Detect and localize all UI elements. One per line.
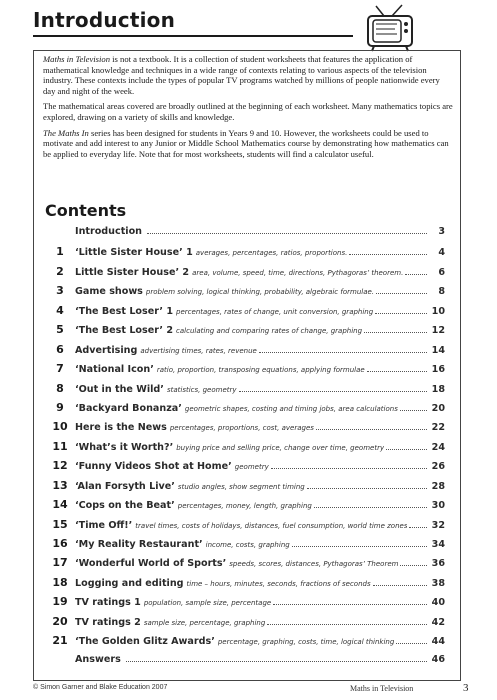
toc-entry-topics: geometry <box>234 463 269 472</box>
toc-entry <box>45 343 445 362</box>
toc-entry <box>45 537 445 556</box>
toc-leader-dots <box>273 604 427 605</box>
table-of-contents <box>45 226 445 673</box>
toc-entry-page: 24 <box>431 441 445 453</box>
toc-entry <box>45 459 445 478</box>
toc-entry-page: 44 <box>431 636 445 648</box>
page-number: 3 <box>463 682 469 694</box>
toc-entry <box>45 323 445 342</box>
toc-entry-title: ‘Time Off!’ <box>75 519 133 531</box>
title-underline <box>33 35 353 37</box>
toc-entry-page: 42 <box>431 616 445 628</box>
toc-entry-number: 19 <box>52 595 68 609</box>
toc-entry-topics: speeds, scores, distances, Pythagoras’ Theorem <box>229 560 399 569</box>
toc-entry-page: 26 <box>431 461 445 473</box>
toc-entry-number: 4 <box>56 303 64 317</box>
toc-entry-topics: time – hours, minutes, seconds, fractions of seconds <box>186 579 371 588</box>
toc-entry <box>45 245 445 264</box>
toc-entry <box>45 362 445 381</box>
toc-entry-title: ‘Backyard Bonanza’ <box>75 402 182 414</box>
toc-entry <box>45 498 445 517</box>
contents-heading: Contents <box>45 201 127 220</box>
toc-entry-title: Here is the News <box>75 422 167 434</box>
toc-entry-number: 17 <box>52 556 68 570</box>
toc-entry <box>45 518 445 537</box>
toc-entry-title: ‘My Reality Restaurant’ <box>75 539 203 550</box>
toc-entry-title: Little Sister House’ 2 <box>75 266 190 278</box>
toc-entry-page: 46 <box>431 653 445 665</box>
toc-leader-dots <box>349 254 427 255</box>
toc-entry-topics: ratio, proportion, transposing equations, applying formulae <box>156 366 365 375</box>
toc-entry <box>45 420 445 439</box>
toc-leader-dots <box>267 624 427 625</box>
toc-entry-title: ‘Out in the Wild’ <box>75 383 164 395</box>
toc-entry-number: 16 <box>52 537 68 550</box>
toc-entry-title: ‘The Golden Glitz Awards’ <box>75 636 215 648</box>
toc-entry-title: ‘Little Sister House’ 1 <box>75 247 193 259</box>
toc-entry-page: 4 <box>438 247 445 259</box>
toc-entry-page: 16 <box>431 364 445 376</box>
toc-entry-topics: income, costs, graphing <box>205 541 290 549</box>
toc-leader-dots <box>316 429 427 430</box>
toc-entry-topics: population, sample size, percentage <box>143 599 272 608</box>
toc-leader-dots <box>314 507 427 508</box>
toc-leader-dots <box>364 332 427 333</box>
intro-paragraph-3: The Maths In series has been designed for students in Years 9 and 10. However, the worksheets could be used to motivate and add interest to any Junior or Middle School Mathematics course by demonstrating how mathematics can be applied to everyday life. Note that for most worksheets, students will find a calculator useful. <box>43 127 449 159</box>
toc-entry-number: 12 <box>52 459 68 473</box>
toc-entry-number: 14 <box>52 498 68 512</box>
toc-entry-title: Answers <box>75 653 121 665</box>
toc-entry <box>45 479 445 498</box>
toc-entry-title: Logging and editing <box>75 577 184 589</box>
toc-entry-number: 18 <box>52 575 68 589</box>
toc-entry <box>45 265 445 284</box>
toc-entry-title: ‘National Icon’ <box>75 364 154 376</box>
toc-entry-number: 21 <box>52 634 68 648</box>
toc-entry-page: 22 <box>431 422 445 434</box>
toc-entry-title: ‘What’s it Worth?’ <box>75 441 174 453</box>
toc-entry-title: ‘Alan Forsyth Live’ <box>75 480 175 492</box>
toc-entry <box>45 654 445 673</box>
toc-entry <box>45 576 445 595</box>
toc-entry-page: 12 <box>431 325 445 337</box>
intro-paragraph-2: The mathematical areas covered are broadly outlined at the beginning of each worksheet. Many mathematics topics are explored, drawing on a variety of skills and knowledge. <box>43 101 453 122</box>
toc-entry-number: 6 <box>56 342 64 356</box>
toc-leader-dots <box>400 410 427 411</box>
toc-entry-page: 28 <box>431 480 445 492</box>
copyright-notice: © Simon Garner and Blake Education 2007 <box>33 684 168 691</box>
toc-entry-topics: percentages, rates of change, unit conversion, graphing <box>176 307 374 316</box>
toc-entry-page: 10 <box>431 305 445 317</box>
toc-leader-dots <box>259 352 427 353</box>
toc-entry-topics: problem solving, logical thinking, probability, algebraic formulae. <box>145 288 375 297</box>
toc-leader-dots <box>400 565 427 566</box>
toc-entry <box>45 284 445 303</box>
footer-book-title: Maths in Television <box>350 684 414 693</box>
toc-entry <box>45 595 445 614</box>
toc-leader-dots <box>396 643 427 644</box>
toc-entry-title: ‘The Best Loser’ 2 <box>75 325 174 337</box>
toc-entry <box>45 401 445 420</box>
toc-entry-topics: averages, percentages, ratios, proportions. <box>195 249 348 258</box>
toc-entry-topics: studio angles, show segment timing <box>177 482 305 491</box>
toc-leader-dots <box>292 546 427 547</box>
series-title-italic: The Maths In <box>43 127 89 138</box>
toc-entry-number: 2 <box>56 264 64 278</box>
toc-entry-page: 40 <box>431 597 445 609</box>
page-title: Introduction <box>33 8 176 32</box>
toc-entry-title: ‘The Best Loser’ 1 <box>75 305 174 317</box>
toc-entry-page: 18 <box>431 383 445 395</box>
toc-entry <box>45 615 445 634</box>
toc-leader-dots <box>147 233 427 234</box>
toc-entry-topics: percentages, money, length, graphing <box>177 502 312 511</box>
toc-leader-dots <box>271 468 427 469</box>
toc-entry-page: 38 <box>431 577 445 589</box>
toc-entry <box>45 556 445 575</box>
toc-leader-dots <box>386 449 427 450</box>
toc-entry-number: 11 <box>52 439 68 453</box>
toc-entry-number: 1 <box>56 245 64 259</box>
toc-leader-dots <box>126 661 427 662</box>
toc-entry-page: 8 <box>438 286 445 298</box>
toc-leader-dots <box>375 313 427 314</box>
toc-leader-dots <box>409 527 427 528</box>
toc-entry <box>45 382 445 401</box>
toc-leader-dots <box>367 371 427 372</box>
toc-entry-title: ‘Wonderful World of Sports’ <box>75 558 227 570</box>
toc-leader-dots <box>373 585 427 586</box>
toc-leader-dots <box>376 293 427 294</box>
toc-entry <box>45 634 445 653</box>
toc-entry-title: Game shows <box>75 286 143 298</box>
toc-entry-page: 32 <box>431 519 445 531</box>
toc-entry-page: 14 <box>431 344 445 356</box>
intro-paragraph-1: Maths in Television is not a textbook. It is a collection of student worksheets that features the application of mathematical knowledge and techniques in a wide range of contexts relating to various aspects of the television industry. These contexts include the types of popular TV programs watched by millions of people nationwide every day and night of the week. <box>43 54 440 96</box>
toc-entry <box>45 226 445 245</box>
book-title-italic: Maths in Television <box>43 54 110 64</box>
toc-entry-topics: sample size, percentage, graphing <box>143 618 266 627</box>
toc-entry-page: 3 <box>438 226 445 237</box>
toc-entry-number: 7 <box>56 362 64 376</box>
toc-leader-dots <box>239 391 427 392</box>
toc-leader-dots <box>405 274 427 275</box>
toc-entry-title: TV ratings 1 <box>75 597 141 609</box>
toc-entry-page: 36 <box>431 558 445 570</box>
toc-entry-number: 3 <box>56 284 64 298</box>
toc-entry-title: ‘Cops on the Beat’ <box>75 500 175 512</box>
toc-entry-number: 9 <box>56 400 64 414</box>
toc-entry-title: ‘Funny Videos Shot at Home’ <box>75 461 232 473</box>
toc-entry-number: 8 <box>56 381 64 395</box>
toc-entry-page: 20 <box>431 402 445 414</box>
toc-entry-number: 10 <box>52 420 68 434</box>
toc-entry-topics: buying price and selling price, change over time, geometry <box>176 443 385 452</box>
toc-entry-title: Advertising <box>75 344 138 356</box>
toc-entry <box>45 440 445 459</box>
toc-entry-topics: geometric shapes, costing and timing jobs, area calculations <box>184 404 398 413</box>
toc-entry-topics: percentages, proportions, cost, averages <box>169 424 314 433</box>
toc-entry-topics: advertising times, rates, revenue <box>140 346 257 355</box>
toc-entry-topics: percentage, graphing, costs, time, logical thinking <box>217 638 395 647</box>
introduction-text <box>43 54 453 164</box>
toc-entry-page: 30 <box>431 500 445 512</box>
toc-entry-number: 5 <box>56 323 64 337</box>
toc-entry-title: TV ratings 2 <box>75 616 141 628</box>
toc-entry-title: Introduction <box>75 226 142 237</box>
toc-entry-number: 15 <box>52 517 68 531</box>
toc-leader-dots <box>307 488 427 489</box>
toc-entry-number: 20 <box>52 614 68 628</box>
toc-entry-topics: statistics, geometry <box>166 385 237 394</box>
toc-entry-topics: calculating and comparing rates of change, graphing <box>176 327 363 336</box>
toc-entry <box>45 304 445 323</box>
toc-entry-number: 13 <box>52 478 68 492</box>
toc-entry-page: 34 <box>431 539 445 550</box>
toc-entry-page: 6 <box>438 266 445 278</box>
toc-entry-topics: travel times, costs of holidays, distances, fuel consumption, world time zones <box>135 521 408 530</box>
toc-entry-topics: area, volume, speed, time, directions, Pythagoras’ theorem. <box>192 268 404 277</box>
television-icon <box>362 4 418 52</box>
